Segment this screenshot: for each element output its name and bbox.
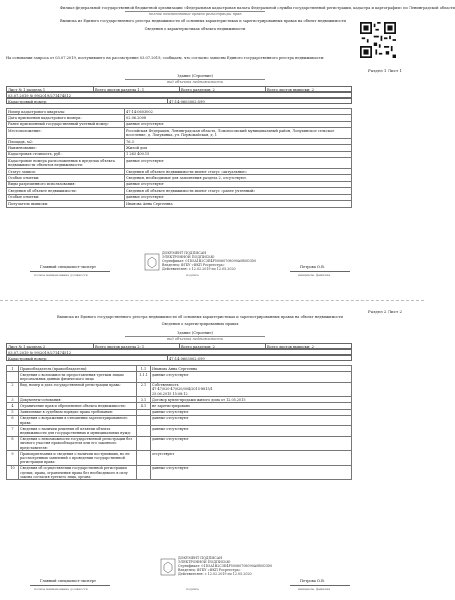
characteristic-value: Сведения об объекте недвижимости имеют статус «актуальные» bbox=[125, 169, 352, 175]
page2-header bbox=[40, 315, 360, 326]
characteristic-row bbox=[7, 201, 352, 207]
characteristic-label: Наименование: bbox=[7, 145, 125, 151]
characteristic-value: Жилой дом bbox=[125, 145, 352, 151]
qr-code-icon bbox=[360, 22, 396, 58]
rights-row-label: Ограничение прав и обременение объекта недвижимости: bbox=[19, 403, 137, 409]
signer-name: Петрова О.В. bbox=[300, 265, 325, 269]
rights-row-value: данные отсутствуют bbox=[151, 372, 352, 382]
sheets-in-section: Всего листов раздела 1: 1 bbox=[93, 87, 179, 91]
rights-row-number: 10 bbox=[7, 465, 19, 480]
registered-rights-table bbox=[6, 365, 352, 480]
stamp-line: Сертификат: 01D5A1B2C3E4F50060708090A0B0C0D0 bbox=[178, 563, 273, 568]
document-title: Выписка из Единого государственного реестра недвижимости об основных характеристиках и зарегистрированных правах на объект недвижимости bbox=[60, 19, 346, 24]
sheets-total: Всего листов выписки: 2 bbox=[265, 87, 353, 91]
rights-row-subnumber bbox=[137, 451, 151, 466]
stamp-line: ДОКУМЕНТ ПОДПИСАН bbox=[162, 251, 207, 255]
rights-row-label: Сведения о возражении в отношении зарегистрированного права: bbox=[19, 415, 137, 425]
signature-rule bbox=[30, 271, 110, 272]
characteristic-label: Виды разрешенного использования: bbox=[7, 181, 125, 187]
characteristic-label: Особые отметки: bbox=[7, 175, 125, 181]
section-title: Сведения о зарегистрированных правах bbox=[161, 321, 239, 326]
initials-caption: инициалы, фамилия bbox=[298, 587, 331, 591]
position-caption: полное наименование должности bbox=[34, 587, 88, 591]
rights-row-value: не зарегистрировано bbox=[151, 403, 352, 409]
rights-row-value: данные отсутствуют bbox=[151, 426, 352, 436]
rights-row-label: Правопритязания и сведения о наличии поступивших, но не рассмотренных заявлений о проведении государственной регистрации права: bbox=[19, 451, 137, 466]
rights-row-number: 7 bbox=[7, 426, 19, 436]
rights-row-subnumber: 3.1 bbox=[137, 397, 151, 403]
object-type-block bbox=[60, 331, 330, 341]
rights-row bbox=[7, 451, 352, 466]
position-caption: полное наименование должности bbox=[34, 273, 88, 277]
extract-date: 03.07.2019 № 99/2019/271474512 bbox=[8, 351, 71, 355]
stamp-lines bbox=[178, 557, 272, 577]
rights-row-number bbox=[7, 372, 19, 382]
signature-rule bbox=[30, 585, 110, 586]
stamp-line: ДОКУМЕНТ ПОДПИСАН bbox=[178, 556, 223, 560]
stamp-line: ЭЛЕКТРОННОЙ ПОДПИСЬЮ bbox=[162, 254, 215, 259]
cadastral-number-row bbox=[6, 355, 352, 361]
object-type-caption: вид объекта недвижимости bbox=[125, 336, 265, 342]
rights-row-number: 8 bbox=[7, 436, 19, 451]
rights-row-subnumber: 4.1 bbox=[137, 403, 151, 409]
sheet-number: Лист № 1 раздела 1 bbox=[8, 88, 46, 92]
rights-row-value: данные отсутствуют bbox=[151, 415, 352, 425]
stamp-line: Владелец: ФГБУ «ФКП Росреестра» bbox=[178, 567, 241, 572]
characteristic-label: Площадь, м2: bbox=[7, 139, 125, 145]
stamp-line: Действителен: с 12.02.2019 по 12.05.2020 bbox=[162, 266, 236, 271]
object-type-caption: вид объекта недвижимости bbox=[125, 79, 265, 85]
rights-row-label: Сведения об осуществлении государственной регистрации сделки, права, ограничения права без необходимого в силу закона согласия третьего лица, органа: bbox=[19, 465, 137, 480]
characteristic-value: данные отсутствуют bbox=[125, 181, 352, 187]
signer-position: Главный специалист-эксперт bbox=[40, 579, 96, 583]
rights-row-value: данные отсутствуют bbox=[151, 436, 352, 451]
characteristic-label: Получатель выписки: bbox=[7, 201, 125, 207]
rights-row-label: Документы-основания: bbox=[19, 397, 137, 403]
cadastral-number-value: 47:14:0603002:599 bbox=[167, 356, 353, 360]
stamp-line: Владелец: ФГБУ «ФКП Росреестра» bbox=[162, 262, 225, 267]
stamp-line: Действителен: с 12.02.2019 по 12.05.2020 bbox=[178, 571, 252, 576]
characteristic-label: Особые отметки: bbox=[7, 194, 125, 200]
characteristic-value: 76.3 bbox=[125, 139, 352, 145]
characteristic-label: Сведения об объекте недвижимости: bbox=[7, 188, 125, 194]
page1-section-marker: Раздел 1 Лист 1 bbox=[368, 68, 402, 73]
rights-row bbox=[7, 382, 352, 397]
cadastral-number-label: Кадастровый номер: bbox=[8, 357, 48, 361]
characteristic-value: Российская Федерация, Ленинградская область, Ломоносовский муниципальный район, Лопухинское сельское поселение, д. Лопухинка, ул. Первомайская, д. 1 bbox=[125, 128, 352, 139]
rights-row-label: Сведения о невозможности государственной регистрации без личного участия правообладателя или его законного представителя: bbox=[19, 436, 137, 451]
rights-row-subnumber: 2.1 bbox=[137, 382, 151, 397]
rights-row-subnumber: 1.1 bbox=[137, 366, 151, 372]
characteristic-label: Кадастровые номера расположенных в пределах объекта недвижимости объектов недвижимости: bbox=[7, 158, 125, 169]
sections-total: Всего разделов: 2 bbox=[179, 87, 265, 91]
characteristic-value: Сведения, необходимые для заполнения раздела 2, отсутствуют. bbox=[125, 175, 352, 181]
characteristic-label: Номер кадастрового квартала: bbox=[7, 109, 125, 115]
rights-row-value: Иванова Анна Сергеевна bbox=[151, 366, 352, 372]
sheets-in-section: Всего листов раздела 2: 1 bbox=[93, 344, 179, 348]
rights-row-label: Правообладатель (правообладатели): bbox=[19, 366, 137, 372]
object-type: Здание (Строение) bbox=[177, 331, 213, 335]
request-note: На основании запроса от 03.07.2019, поступившего на рассмотрение 03.07.2019, сообщаем, что согласно записям Единого государственного реестра недвижимости: bbox=[6, 56, 325, 60]
object-characteristics-table bbox=[6, 108, 352, 208]
characteristic-value: данные отсутствуют bbox=[125, 121, 352, 127]
signature-caption: подпись bbox=[186, 587, 199, 591]
characteristic-value: 47:14:0603002 bbox=[125, 109, 352, 115]
page2-section-marker: Раздел 2 Лист 2 bbox=[368, 309, 402, 314]
signer-name: Петрова О.В. bbox=[300, 579, 325, 583]
rights-row-value: Собственность 47-47/020-47/020/004/2015-8815/1 25.06.2015 15:08:12 bbox=[151, 382, 352, 397]
rights-row bbox=[7, 372, 352, 382]
rights-row-number: 9 bbox=[7, 451, 19, 466]
sheets-total: Всего листов выписки: 2 bbox=[265, 344, 353, 348]
rights-row-subnumber bbox=[137, 465, 151, 480]
characteristic-label: Ранее присвоенный государственный учетный номер: bbox=[7, 121, 125, 127]
rights-row-number: 2 bbox=[7, 382, 19, 397]
sheet-number: Лист № 1 раздела 2 bbox=[8, 345, 46, 349]
sections-total: Всего разделов: 2 bbox=[179, 344, 265, 348]
characteristic-value: данные отсутствуют bbox=[125, 194, 352, 200]
document-title: Выписка из Единого государственного реестра недвижимости об основных характеристиках и зарегистрированных правах на объект недвижимости bbox=[57, 315, 343, 319]
stamp-lines bbox=[162, 252, 256, 272]
rights-row bbox=[7, 465, 352, 480]
cadastral-number-row bbox=[6, 98, 352, 104]
characteristic-value: 1 263 400.15 bbox=[125, 151, 352, 157]
rights-row-number: 4 bbox=[7, 403, 19, 409]
characteristic-label: Дата присвоения кадастрового номера: bbox=[7, 115, 125, 121]
characteristic-value: Иванова Анна Сергеевна bbox=[125, 201, 352, 207]
cadastral-number-label: Кадастровый номер: bbox=[8, 100, 48, 104]
signature-rule bbox=[290, 271, 350, 272]
issuing-authority-caption: полное наименование органа регистрации прав bbox=[125, 11, 265, 17]
rights-row-value: данные отсутствуют bbox=[151, 465, 352, 480]
extract-date: 03.07.2019 № 99/2019/271474512 bbox=[8, 94, 71, 98]
rights-row-subnumber bbox=[137, 436, 151, 451]
rights-row-value: Договор купли-продажи жилого дома от 12.05.2015 bbox=[151, 397, 352, 403]
characteristic-value: Сведения об объекте недвижимости имеют статус «ранее учтенный» bbox=[125, 188, 352, 194]
rights-row-subnumber bbox=[137, 415, 151, 425]
rights-row-label: Сведения о наличии решения об изъятии объекта недвижимости для государственных и муниципальных нужд: bbox=[19, 426, 137, 436]
rights-row-value: данные отсутствуют bbox=[151, 409, 352, 415]
characteristic-row bbox=[7, 158, 352, 169]
rights-row-subnumber: 1.1.1 bbox=[137, 372, 151, 382]
issuing-authority: Филиал федеральной государственной бюджетной организации «Федеральная кадастровая палата Федеральной службы государственной регистрации, кадастра и картографии» по Ленинградской области bbox=[60, 6, 455, 10]
signature-rule bbox=[290, 585, 350, 586]
signature-caption: подпись bbox=[186, 273, 199, 277]
rights-row-label: Заявленные в судебном порядке права требования: bbox=[19, 409, 137, 415]
characteristic-value: данные отсутствуют bbox=[125, 158, 352, 169]
rights-row-value: отсутствуют bbox=[151, 451, 352, 466]
signer-position: Главный специалист-эксперт bbox=[40, 265, 96, 269]
characteristic-label: Местоположение: bbox=[7, 128, 125, 139]
characteristic-value: 02.06.2008 bbox=[125, 115, 352, 121]
rights-row-number: 5 bbox=[7, 409, 19, 415]
stamp-line: ЭЛЕКТРОННОЙ ПОДПИСЬЮ bbox=[178, 559, 231, 564]
stamp-line: Сертификат: 01D5A1B2C3E4F50060708090A0B0C0D0 bbox=[162, 258, 257, 263]
initials-caption: инициалы, фамилия bbox=[298, 273, 331, 277]
rights-row-label: Вид, номер и дата государственной регистрации права: bbox=[19, 382, 137, 397]
rights-row bbox=[7, 415, 352, 425]
rights-row-number: 6 bbox=[7, 415, 19, 425]
rights-row-number: 1 bbox=[7, 366, 19, 372]
rights-row bbox=[7, 426, 352, 436]
rights-row-subnumber bbox=[137, 426, 151, 436]
section-title: Сведения о характеристиках объекта недвижимости bbox=[144, 26, 246, 31]
characteristic-label: Кадастровая стоимость, руб.: bbox=[7, 151, 125, 157]
rights-row-label: Сведения о возможности предоставления третьим лицам персональных данных физического лица bbox=[19, 372, 137, 382]
cadastral-number-value: 47:14:0603002:599 bbox=[167, 99, 353, 103]
characteristic-label: Статус записи: bbox=[7, 169, 125, 175]
page1-header bbox=[60, 6, 455, 31]
characteristic-row bbox=[7, 128, 352, 139]
rights-row bbox=[7, 436, 352, 451]
object-type: Здание (Строение) bbox=[177, 74, 213, 78]
rights-row-number: 3 bbox=[7, 397, 19, 403]
extract-page-2 bbox=[0, 300, 424, 600]
object-type-block bbox=[60, 74, 330, 84]
